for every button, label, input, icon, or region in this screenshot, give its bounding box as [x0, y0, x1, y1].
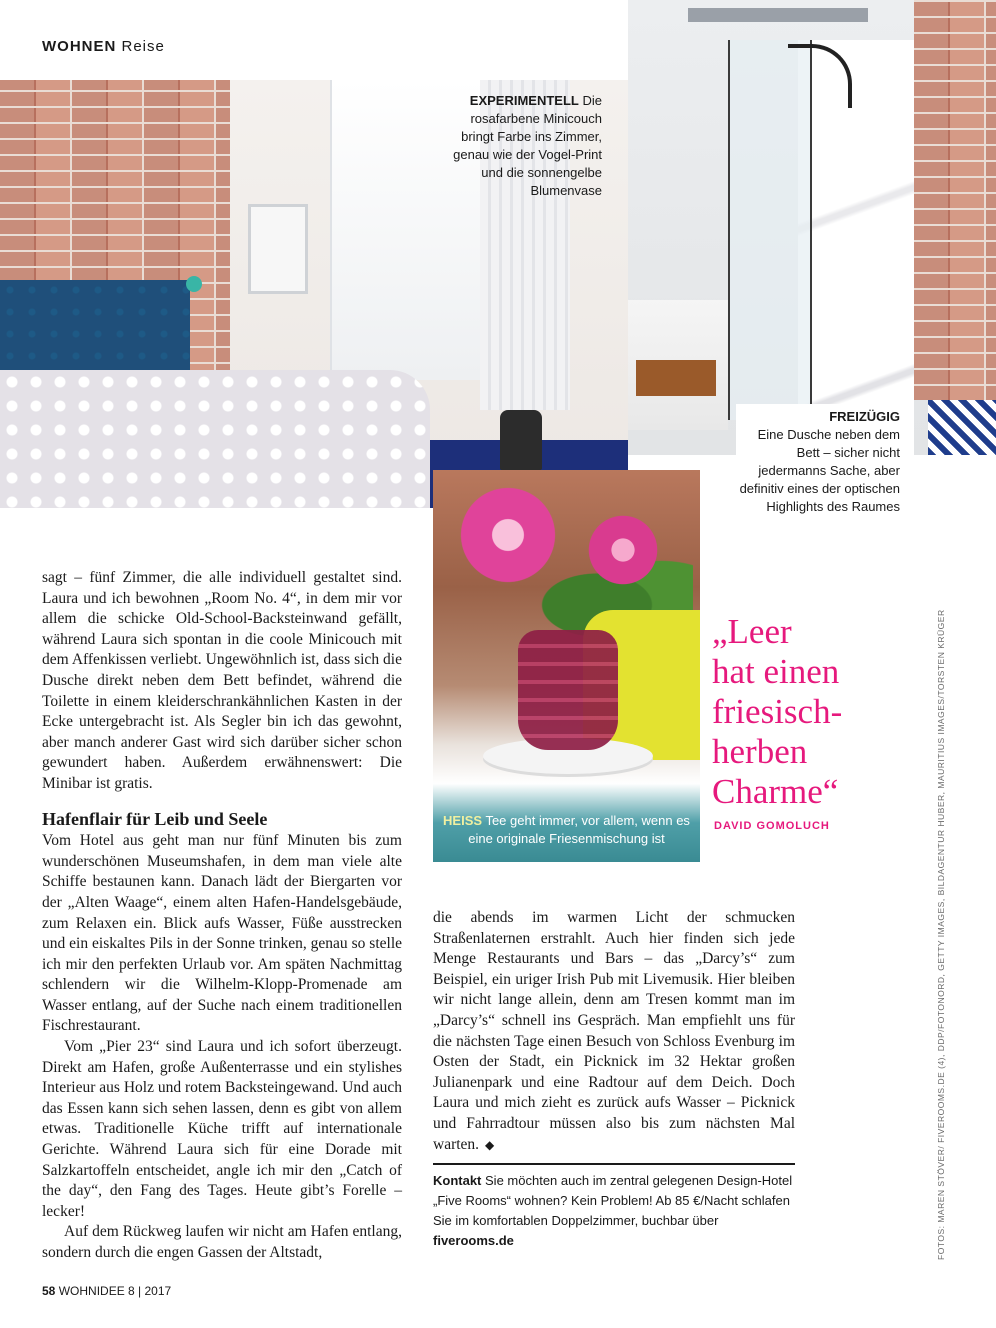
end-mark-icon: ◆: [485, 1137, 495, 1152]
caption-label: FREIZÜGIG: [829, 409, 900, 424]
magazine-name: WOHNIDEE: [58, 1284, 125, 1298]
article-right-column: [433, 908, 795, 1155]
bird-print: [248, 204, 308, 294]
photo-credit-text: FOTOS: MAREN STÖVER/ FIVEROOMS.DE (4), DDP/FOTONORD, GETTY IMAGES, BILDAGENTUR HUBER, MAURITIUS IMAGES/TORSTEN KRÜGER: [936, 609, 946, 1260]
contact-link[interactable]: fiverooms.de: [433, 1233, 514, 1248]
quote-line: „Leer: [712, 612, 792, 651]
chrysanthemum-small: [583, 510, 663, 590]
caption-freizuegig: [736, 404, 914, 538]
quote-line: Charme“: [712, 772, 839, 811]
chrysanthemum: [453, 480, 563, 590]
ceiling-pipe: [688, 8, 868, 22]
contact-box: [433, 1163, 795, 1251]
wall-lamp: [186, 276, 202, 292]
bed: [0, 370, 430, 508]
contact-text: Sie möchten auch im zentral gelegenen Design-Hotel „Five Rooms“ wohnen? Kein Problem! Ab 85 €/Nacht schlafen Sie im komfortablen Doppelzimmer, buchbar über: [433, 1173, 793, 1228]
page-number: 58: [42, 1284, 56, 1298]
pull-quote: [712, 612, 902, 812]
paragraph: Vom „Pier 23“ sind Laura und ich sofort überzeugt. Direkt am Hafen, große Außenterrasse und ein stylishes Interieur aus Holz und rotem Backsteingewand. Und auch das Essen kann sich sehen lassen, denn es gibt von allem etwas. Traditionelle Küche trifft auf internationale Gerichte. Während Laura sich für eine Dorade mit Salzkartoffeln entscheidet, angle ich mir den „Catch of the day“, den Fang des Tages. Heute gibt’s Forelle – lecker!: [42, 1038, 402, 1220]
paragraph: sagt – fünf Zimmer, die alle individuell gestaltet sind. Laura und ich bewohnen „Room No. 4“, in dem mir vor allem die schicke Old-School-Backsteinwand gefällt, während Laura sich spontan in die coole Minicouch mit dem Affenkissen verliebt. Ungewöhnlich ist, dass sich die Dusche direkt neben dem Bett befindet, während die Toilette in einem kleiderschrankähnlichen Kasten in der Ecke untergebracht ist. Als Segler bin ich das gewohnt, aber manch anderer Gast wird sich darüber sicher schon gewundert haben. Außerdem erwähnenswert: Die Minibar ist gratis.: [42, 569, 402, 792]
brick-wall-right: [914, 0, 996, 400]
section-label: [42, 38, 165, 55]
paragraph-text: die abends im warmen Licht der schmucken Straßenlaternen erstrahlt. Auch hier finden sich jede Menge Restaurants und Bars – das „Darcy’s“ zum Beispiel, ein uriger Irish Pub mit Livemusik. Hier bleiben wir nicht lange allein, denn am Tresen kommt man im „Darcy’s“ schnell ins Gespräch. Man empfiehlt uns für die nächsten Tage einen Besuch von Schloss Evenburg im Osten der Stadt, ein Picknick im 32 Hektar großen Julianenpark und eine Radtour auf dem Deich. Doch Laura und mich zieht es zurück aufs Wasser – Picknick und Fahrradtour müssen also bis zum nächsten Mal warten.: [433, 909, 795, 1153]
subsection-name: Reise: [121, 38, 165, 55]
caption-experimentell: [440, 92, 602, 200]
wooden-shelf: [636, 360, 716, 396]
caption-label: EXPERIMENTELL: [469, 93, 579, 108]
caption-text: Tee geht immer, vor allem, wenn es eine originale Friesenmischung ist: [468, 813, 690, 846]
caption-text: Die rosafarbene Minicouch bringt Farbe ins Zimmer, genau wie der Vogel-Print und die sonnengelbe Blumenvase: [453, 93, 602, 198]
caption-heiss: [433, 812, 700, 848]
contact-label: Kontakt: [433, 1173, 482, 1188]
quote-line: herben: [712, 732, 808, 771]
article-left-column: [42, 568, 402, 1264]
paragraph: [433, 908, 795, 1155]
paragraph: Vom Hotel aus geht man nur fünf Minuten bis zum wunderschönen Museumshafen, in dem man viele alte Schiffe bestaunen kann. Danach lädt der Biergarten vor der „Alten Waage“, einem alten Hafen-Handelsgebäude, zum Relaxen ein. Blick aufs Wasser, Füße ausstrecken und ein eiskaltes Pils in der Sonne trinken, genau so stelle ich mir den perfekten Urlaub vor. Am späten Nachmittag schlendern wir die Wilhelm-Klopp-Promenade am Wasser entlang, auf der Suche nach einem traditionellen Fischrestaurant.: [42, 832, 402, 1035]
caption-text: Eine Dusche neben dem Bett – sicher nicht jedermanns Sache, aber definitiv eines der optischen Highlights des Raumes: [739, 427, 900, 514]
tea-glass: [518, 630, 618, 750]
quote-author: DAVID GOMOLUCH: [714, 820, 830, 832]
caption-label: HEISS: [443, 813, 483, 828]
quote-line: friesisch-: [712, 692, 843, 731]
chair: [500, 410, 542, 470]
page-footer: [42, 1284, 171, 1298]
issue: 8 | 2017: [128, 1284, 172, 1298]
section-name: WOHNEN: [42, 38, 117, 55]
quote-line: hat einen: [712, 652, 840, 691]
photo-credit: [936, 609, 950, 1260]
patterned-pillow: [928, 400, 996, 455]
shower-photo: [628, 0, 996, 455]
paragraph: Auf dem Rückweg laufen wir nicht am Hafen entlang, sondern durch die engen Gassen der Altstadt,: [42, 1223, 402, 1261]
tea-photo: [433, 470, 700, 862]
subheading: Hafenflair für Leib und Seele: [42, 808, 268, 829]
